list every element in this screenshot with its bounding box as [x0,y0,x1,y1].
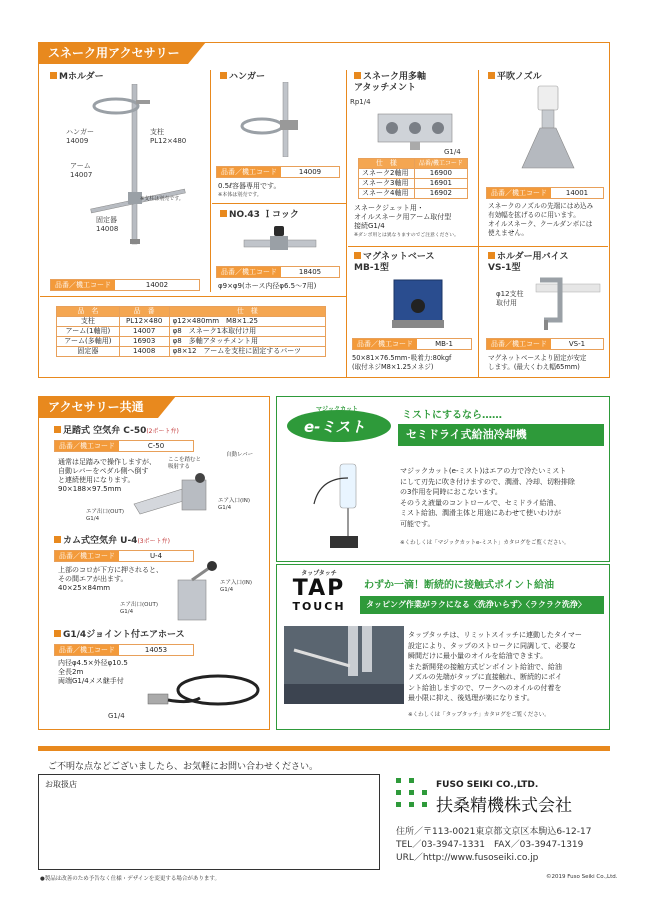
hanger-note: ※本体は別売です。 [218,192,262,198]
common-section-header: アクセサリー共通 [38,396,158,418]
hose-code: 品番／機工コード 14053 [54,644,194,656]
cock-image [240,224,320,258]
parts-table [56,306,326,357]
u4-in: エア入口(IN) G1/4 [220,580,253,593]
table-row: スネーク3軸用 16901 [359,179,468,189]
nozzle-title: 平吹ノズル [488,72,542,83]
cock-code: 品番／機工コード 18405 [216,266,340,278]
vise-label: φ12支柱 取付用 [496,290,524,307]
multi-table-header: 仕 様 [359,159,415,169]
multi-g-label: G1/4 [444,148,461,156]
disclaimer: ●製品は改善のため予告なく仕様・デザインを変更する場合があります。 [40,876,220,882]
c50-callout: ここを踏むと 吸射する [168,457,202,470]
tap-headline: わずか一滴！断続的に接触式ポイント給油 [364,580,554,591]
tap-banner: タッピング作業がラクになる〈洗浄いらず〉〈ラクラク洗浄〉 [360,596,604,614]
company-tel: TEL／03-3947-1331 FAX／03-3947-1319 [396,840,584,850]
table-row: スネーク4軸用 16902 [359,189,468,199]
c50-out: エア出口(OUT) G1/4 [86,509,125,522]
vise-desc: マグネットベースより固定が安定 します。(最大くわえ幅65mm) [488,354,587,371]
tap-note: ※くわしくは「タップタッチ」カタログをご覧ください。 [408,712,550,718]
hanger-code: 品番／機工コード 14009 [216,166,340,178]
c50-in: エア入口(IN) G1/4 [218,498,251,511]
magnet-desc: 50×81×76.5mm･吸着力:80kgf (取付ネジM8×1.25メネジ) [352,354,452,371]
multi-rp-label: Rp1/4 [350,98,371,106]
footer-rule [38,746,610,751]
hose-image [140,660,264,722]
m-holder-hanger-label: ハンガー 14009 [66,128,94,145]
company-logo-icon [396,778,428,808]
c50-lever: 自動レバー [226,452,254,458]
table-row: 固定器 14008 φ8×12 アームを支柱に固定するパーツ [57,347,326,357]
tap-body: タップタッチは、リミットスイッチに連動したタイマー 設定により、タップのストロークに同調して、必要な 瞬間だけに最小量のオイルを給油できます。 また新開発の接触方式ピンポイント給油で、給油 ノズルの先端がタップに直接触れ、断続的にポイ ント給油しますので、ワークへのオイルの付着を 最小限に抑え、後処理が楽になります。 [408,631,582,702]
cock-title: NO.43 Ｉコック [220,210,299,221]
emist-logo: マジックカット e-ミスト [286,404,392,444]
hanger-title: ハンガー [220,72,265,83]
m-holder-pillar-label: 支柱 PL12×480 [150,128,187,145]
magnet-image [388,276,448,332]
hose-desc: 内径φ4.5×外径φ10.5 全長2m 両端G1/4メス継手付 [58,659,128,685]
hanger-image [236,82,316,157]
c50-title: 足踏式 空気弁 C-50(2ポート弁) [54,426,179,437]
snake-section-header: スネーク用アクセサリー [38,42,188,64]
divider [346,70,347,378]
parts-table-header: 仕 様 [169,307,325,317]
multi-table [358,158,468,199]
divider [348,246,608,247]
nozzle-desc: スネークのノズルの先端にはめ込み 有効幅を拡げるのに用います。 オイルスネーク、クールダンボには 使えません。 [488,202,594,237]
emist-image [300,458,388,554]
u4-image [164,560,224,622]
copyright: ©2019 Fuso Seiki Co.,Ltd. [546,874,618,880]
u4-code: 品番／機工コード U-4 [54,550,194,562]
u4-title: カム式空気弁 U-4(3ポート弁) [54,536,170,547]
m-holder-fixer-label: 固定器 14008 [96,216,119,233]
multi-table-header: 品番/機工コード [414,159,467,169]
hose-title: G1/4ジョイント付エアホース [54,630,185,641]
company-url[interactable]: URL／http://www.fusoseiki.co.jp [396,853,539,863]
nozzle-image [518,82,578,174]
divider [210,70,211,292]
m-holder-arm-label: アーム 14007 [70,162,93,179]
multi-desc: スネークジェット用・ オイルスネーク用アーム取付型 接続G1/4 [354,204,452,230]
multi-image [374,104,456,152]
m-holder-code: 品番／機工コード 14002 [50,279,200,291]
hose-g-label: G1/4 [108,712,125,720]
c50-desc: 通常は足踏みで操作しますが、 自動レバーをペダル側へ倒す と連続使用になります。 90×188×97.5mm [58,458,156,493]
company-en: FUSO SEIKI CO.,LTD. [436,780,539,790]
c50-code: 品番／機工コード C-50 [54,440,194,452]
hanger-desc: 0.5ℓ容器専用です。 [218,182,281,190]
multi-note: ※ダンボ用とは異なりますのでご注意ください。 [354,233,459,238]
cock-desc: φ9×φ9(ホース内径φ6.5〜7用) [218,282,317,290]
emist-body: マジックカット(e-ミスト)はエアの力で冷たいミスト にして刃先に吹き付けますので、潤滑、冷却、切粉排除 の3作用を同時におこないます。 そのうえ液量のコントロールで、セミドライ給油、 ミスト給油、潤滑主体と用途にあわせて使いわけが 可能です。 [400,467,575,528]
dealer-label: お取扱店 [45,780,77,789]
vise-title: ホルダー用バイス VS-1型 [488,252,569,273]
u4-out: エア出口(OUT) G1/4 [120,602,159,615]
parts-table-header: 品 番 [119,307,169,317]
parts-table-header: 品 名 [57,307,120,317]
divider [40,296,346,297]
vise-code: 品番／機工コード VS-1 [486,338,604,350]
emist-headline: ミストにするなら…… [402,410,502,421]
m-holder-note: ※支柱は別売です。 [140,196,184,202]
emist-note: ※くわしくは「マジックカットe-ミスト」カタログをご覧ください。 [400,540,570,546]
contact-text: ご不明な点などございましたら、お気軽にお問い合わせください。 [48,762,319,772]
company-jp: 扶桑精機株式会社 [436,796,572,816]
dealer-box [38,774,380,870]
magnet-code: 品番／機工コード MB-1 [352,338,472,350]
multi-title: スネーク用多軸 アタッチメント [354,72,427,93]
magnet-title: マグネットベース MB-1型 [354,252,435,273]
company-address: 住所／〒113-0021東京都文京区本駒込6-12-17 [396,827,592,837]
u4-desc: 上部のコロが下方に押されると、 その間エアが出ます。 40×25×84mm [58,566,163,592]
m-holder-title: Mホルダー [50,72,104,83]
c50-image [130,472,220,522]
divider [478,70,479,378]
table-row: 支柱 PL12×480 φ12×480mm M8×1.25 [57,317,326,327]
divider [212,203,346,204]
table-row: スネーク2軸用 16900 [359,169,468,179]
vise-image [530,274,602,332]
nozzle-code: 品番／機工コード 14001 [486,187,604,199]
table-row: アーム(多軸用) 16903 φ8 多軸アタッチメント用 [57,337,326,347]
emist-banner: セミドライ式給油冷却機 [398,424,604,446]
table-row: アーム(1軸用) 14007 φ8 スネーク1本取付け用 [57,327,326,337]
tap-logo: タップタッチ TAP TOUCH [292,570,346,613]
tap-image [284,626,404,704]
